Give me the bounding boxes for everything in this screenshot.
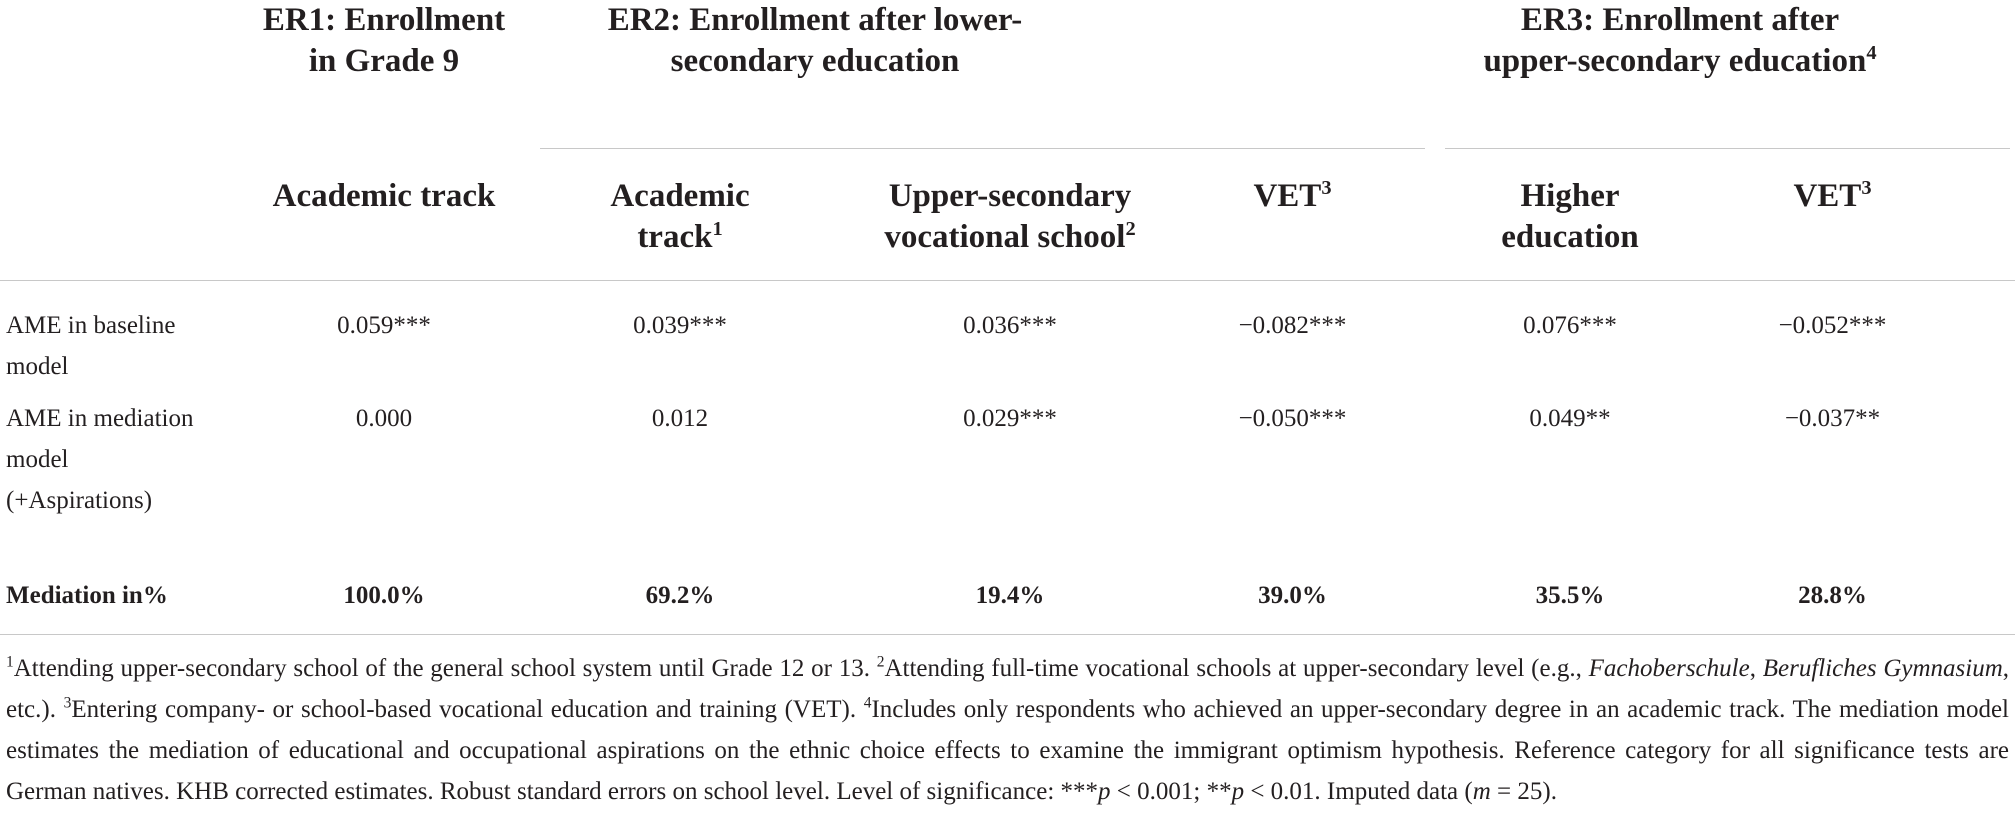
table-cell: 0.059*** bbox=[337, 312, 431, 339]
row-label-mediation-percent: Mediation in% bbox=[6, 582, 168, 609]
table-cell: 0.076*** bbox=[1523, 312, 1617, 339]
table-cell: −0.082*** bbox=[1238, 312, 1347, 339]
table-footnotes: $^1$Attending upper-secondary school of the general school system until Grade 12 or 13. $^2$Attending full-time vocational schools at upper-secondary level (e.g., Fachoberschule, Berufliches Gymnasium, etc.). $^3$Entering company- or school-based vocational education and training (VET). $^4$Includes only respondents who achieved an upper-secondary degree in an academic track. The mediation model estimates the mediation of educational and occupational aspirations on the ethnic choice effects to examine the immigrant optimism hypothesis. Reference category for all significance tests are German natives. KHB corrected estimates. Robust standard errors on school level. Level of significance: ***p < 0.001; **p < 0.01. Imputed data (m = 25). bbox=[6, 653, 2010, 805]
group-header-er2: ER2: Enrollment after lower-secondary education bbox=[607, 2, 1023, 79]
table-cell: −0.050*** bbox=[1238, 405, 1347, 432]
row-label-mediation-model: AME in mediation model (+Aspirations) bbox=[6, 405, 194, 514]
col-header-2: Academic track$^1$ bbox=[610, 178, 750, 255]
row-label-baseline: AME in baseline model bbox=[6, 312, 176, 380]
col-header-6: VET$^3$ bbox=[1793, 177, 1872, 214]
table-cell: 39.0% bbox=[1258, 582, 1327, 609]
header-rule bbox=[0, 280, 2015, 281]
col-header-5: Higher education bbox=[1501, 178, 1639, 255]
table-cell: 100.0% bbox=[343, 582, 425, 609]
table-cell: 0.036*** bbox=[963, 312, 1057, 339]
table-cell: 0.012 bbox=[651, 405, 709, 432]
table-cell: 35.5% bbox=[1535, 582, 1605, 609]
table-cell: −0.052*** bbox=[1778, 312, 1887, 339]
col-header-1: Academic track bbox=[272, 178, 496, 214]
group-header-er1: ER1: Enrollment in Grade 9 bbox=[262, 2, 506, 79]
group-rule-er3 bbox=[1445, 148, 2010, 149]
table-bottom-rule bbox=[0, 634, 2015, 635]
col-header-3: Upper-secondary vocational school$^2$ bbox=[884, 178, 1136, 255]
table-cell: 0.039*** bbox=[633, 312, 727, 339]
table-cell: −0.037** bbox=[1784, 405, 1881, 432]
group-rule-er2 bbox=[540, 148, 1425, 149]
table-cell: 19.4% bbox=[975, 582, 1045, 609]
table-cell: 69.2% bbox=[645, 582, 715, 609]
table-cell: 28.8% bbox=[1798, 582, 1867, 609]
table-cell: 0.000 bbox=[355, 405, 413, 432]
table-cell: 0.029*** bbox=[963, 405, 1057, 432]
group-header-er3: ER3: Enrollment after upper-secondary education$^4$ bbox=[1483, 2, 1877, 79]
col-header-4: VET$^3$ bbox=[1253, 177, 1332, 214]
table-cell: 0.049** bbox=[1529, 405, 1611, 432]
